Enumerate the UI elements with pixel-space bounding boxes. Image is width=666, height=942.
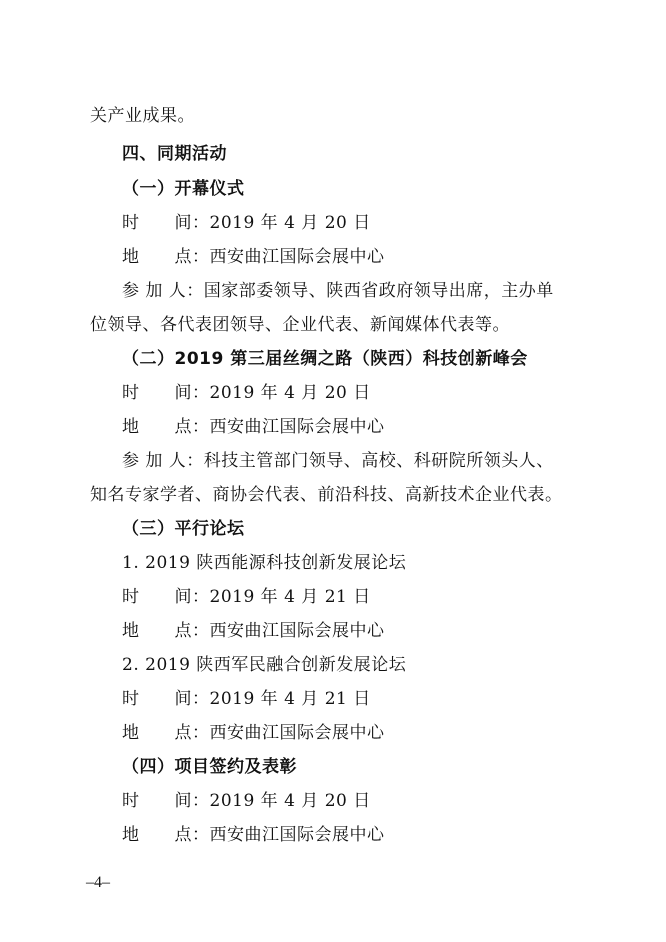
participants-line: 参 加 人：国家部委领导、陕西省政府领导出席，主办单: [122, 281, 554, 301]
location-line: [122, 415, 385, 439]
time-line: [122, 789, 371, 813]
location-label: 地 点：: [122, 621, 210, 641]
time-label: 时 间：: [122, 791, 210, 811]
location-label: 地 点：: [122, 723, 210, 743]
location-line: [122, 245, 385, 269]
time-value: 2019 年 4 月 21 日: [209, 689, 371, 709]
participants-line-continued: 知名专家学者、商协会代表、前沿科技、高新技术企业代表。: [90, 485, 563, 505]
subsection-heading: （三）平行论坛: [122, 519, 245, 539]
forum-title: 2. 2019 陕西军民融合创新发展论坛: [122, 655, 407, 675]
location-value: 西安曲江国际会展中心: [209, 417, 385, 437]
page-number: –4–: [86, 874, 110, 891]
location-label: 地 点：: [122, 825, 210, 845]
subsection-heading: （一）开幕仪式: [122, 179, 245, 199]
location-line: [122, 823, 385, 847]
time-label: 时 间：: [122, 587, 210, 607]
subsection-heading: （四）项目签约及表彰: [122, 757, 297, 777]
location-line: [122, 619, 385, 643]
location-value: 西安曲江国际会展中心: [209, 723, 385, 743]
section-heading: 四、同期活动: [122, 144, 227, 164]
time-line: [122, 211, 371, 235]
time-line: [122, 381, 371, 405]
time-value: 2019 年 4 月 20 日: [209, 213, 371, 233]
paragraph-continuation: 关产业成果。: [90, 106, 195, 126]
time-value: 2019 年 4 月 20 日: [209, 383, 371, 403]
participants-line-continued: 位领导、各代表团领导、企业代表、新闻媒体代表等。: [90, 315, 510, 335]
time-label: 时 间：: [122, 689, 210, 709]
location-label: 地 点：: [122, 247, 210, 267]
time-label: 时 间：: [122, 213, 210, 233]
forum-title: 1. 2019 陕西能源科技创新发展论坛: [122, 553, 407, 573]
time-line: [122, 585, 371, 609]
time-line: [122, 687, 371, 711]
location-line: [122, 721, 385, 745]
location-label: 地 点：: [122, 417, 210, 437]
time-label: 时 间：: [122, 383, 210, 403]
location-value: 西安曲江国际会展中心: [209, 247, 385, 267]
location-value: 西安曲江国际会展中心: [209, 621, 385, 641]
time-value: 2019 年 4 月 21 日: [209, 587, 371, 607]
location-value: 西安曲江国际会展中心: [209, 825, 385, 845]
subsection-heading: （二）2019 第三届丝绸之路（陕西）科技创新峰会: [122, 349, 528, 369]
participants-line: 参 加 人：科技主管部门领导、高校、科研院所领头人、: [122, 451, 554, 471]
time-value: 2019 年 4 月 20 日: [209, 791, 371, 811]
